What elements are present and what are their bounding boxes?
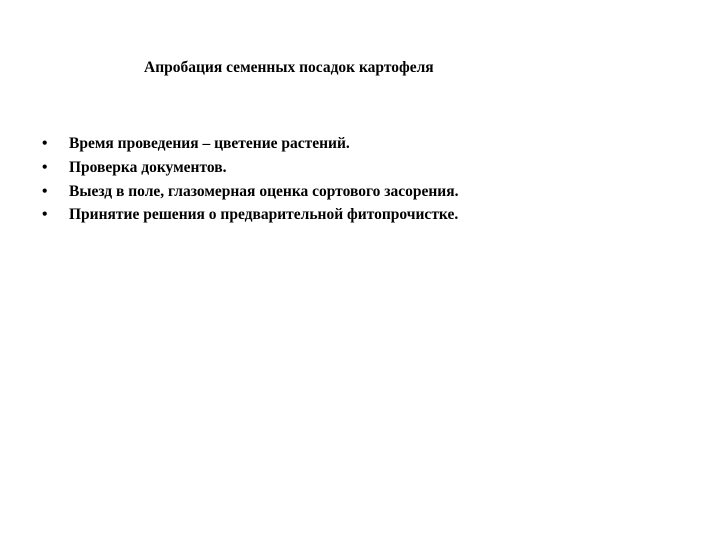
bullet-text: Время проведения – цветение растений. [69, 135, 350, 152]
bullet-text: Проверка документов. [69, 158, 227, 176]
bullet-icon: • [42, 158, 48, 176]
bullet-icon: • [42, 182, 48, 200]
bullet-text: Принятие решения о предварительной фитопрочистке. [69, 206, 459, 224]
bullet-icon: • [42, 135, 48, 152]
bullet-icon: • [42, 206, 48, 224]
slide-title: Апробация семенных посадок картофеля [144, 59, 434, 76]
bullet-text: Выезд в поле, глазомерная оценка сортового засорения. [69, 182, 459, 200]
